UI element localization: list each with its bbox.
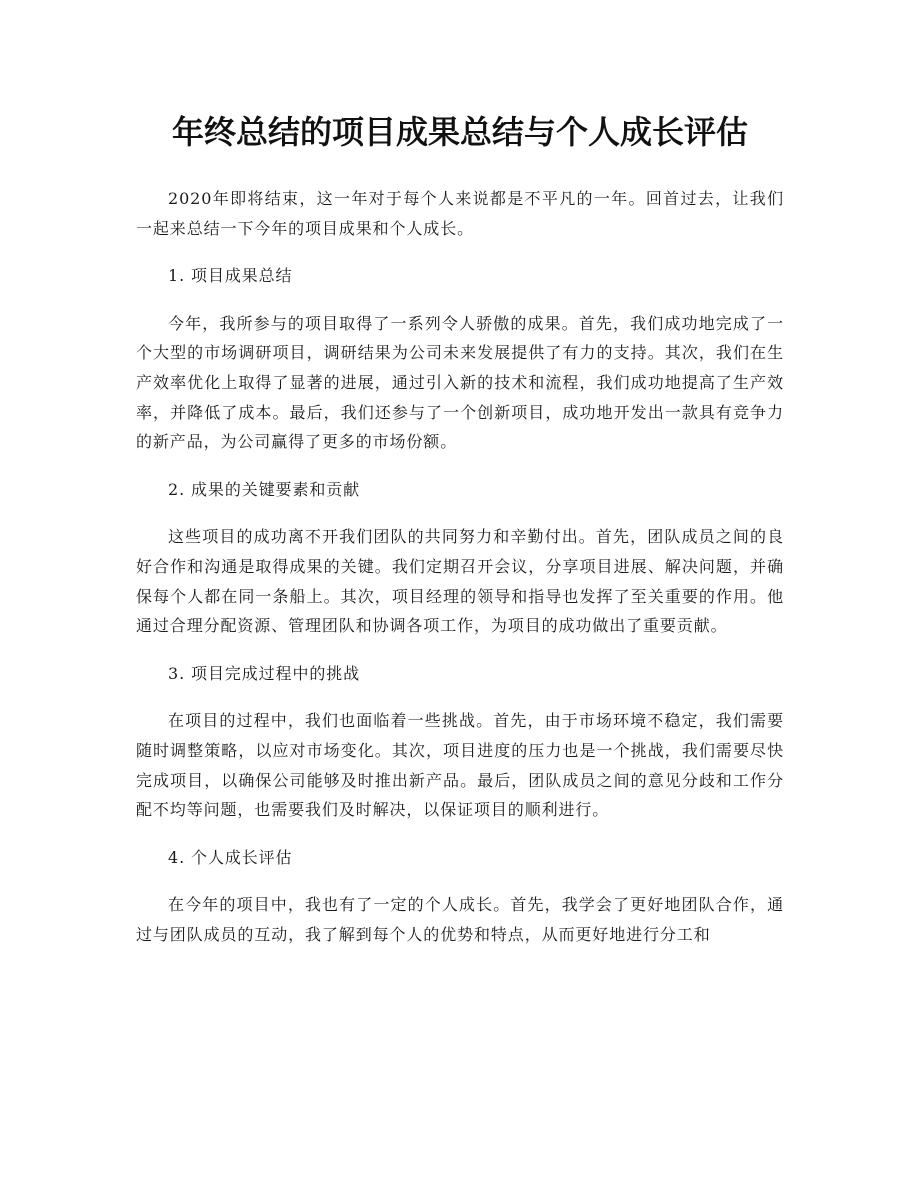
section-body-3: 在项目的过程中，我们也面临着一些挑战。首先，由于市场环境不稳定，我们需要随时调整策略，以应对市场变化。其次，项目进度的压力也是一个挑战，我们需要尽快完成项目，以确保公司能够及时推出新产品。最后，团队成员之间的意见分歧和工作分配不均等问题，也需要我们及时解决，以保证项目的顺利进行。 — [136, 711, 784, 820]
section-heading-2: 2. 成果的关键要素和贡献 — [168, 479, 361, 499]
intro-paragraph: 2020年即将结束，这一年对于每个人来说都是不平凡的一年。回首过去，让我们一起来总结一下今年的项目成果和个人成长。 — [136, 189, 784, 238]
document-title: 年终总结的项目成果总结与个人成长评估 — [171, 113, 748, 151]
section-heading-4: 4. 个人成长评估 — [168, 847, 293, 867]
section-body-2: 这些项目的成功离不开我们团队的共同努力和辛勤付出。首先，团队成员之间的良好合作和沟通是取得成果的关键。我们定期召开会议，分享项目进展、解决问题，并确保每个人都在同一条船上。其次，项目经理的领导和指导也发挥了至关重要的作用。他通过合理分配资源、管理团队和协调各项工作，为项目的成功做出了重要贡献。 — [136, 527, 784, 636]
document-body — [136, 184, 784, 949]
section-body-1: 今年，我所参与的项目取得了一系列令人骄傲的成果。首先，我们成功地完成了一个大型的市场调研项目，调研结果为公司未来发展提供了有力的支持。其次，我们在生产效率优化上取得了显著的进展，通过引入新的技术和流程，我们成功地提高了生产效率，并降低了成本。最后，我们还参与了一个创新项目，成功地开发出一款具有竞争力的新产品，为公司赢得了更多的市场份额。 — [136, 313, 784, 452]
section-body-4: 在今年的项目中，我也有了一定的个人成长。首先，我学会了更好地团队合作，通过与团队成员的互动，我了解到每个人的优势和特点，从而更好地进行分工和 — [136, 895, 784, 944]
section-heading-3: 3. 项目完成过程中的挑战 — [168, 663, 361, 683]
section-heading-1: 1. 项目成果总结 — [168, 266, 293, 286]
